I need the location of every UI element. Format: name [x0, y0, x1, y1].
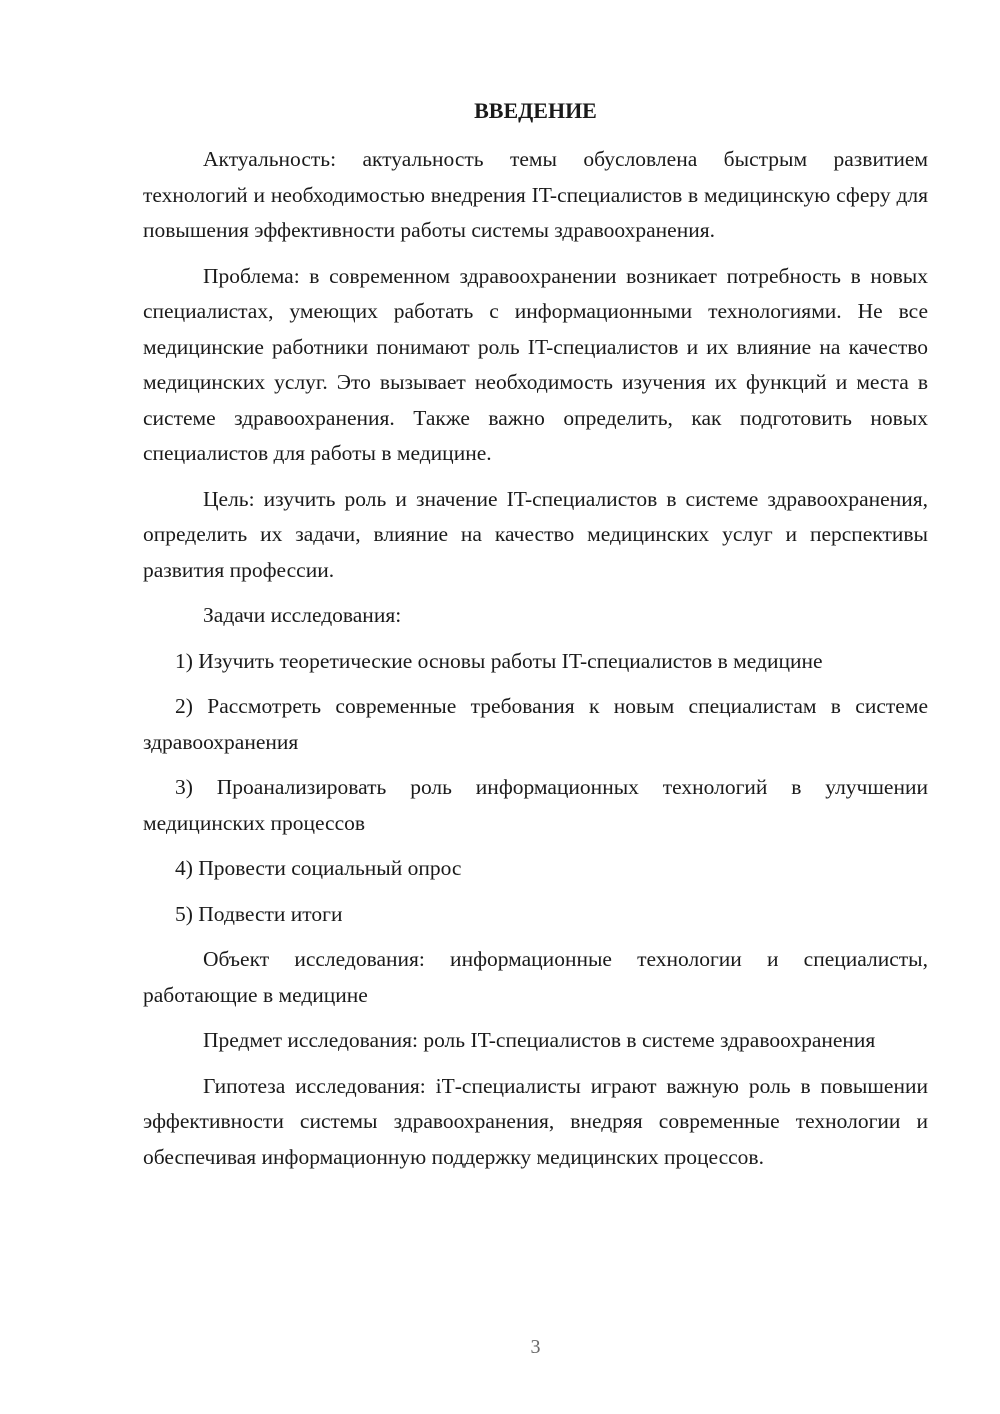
paragraph-object: Объект исследования: информационные технологии и специалисты, работающие в медицине — [143, 947, 928, 1007]
task-item-1: 1) Изучить теоретические основы работы IT-специалистов в медицине — [175, 648, 823, 673]
paragraph-hypothesis: Гипотеза исследования: iТ-специалисты играют важную роль в повышении эффективности системы здравоохранения, внедряя современные технологии и обеспечивая информационную поддержку медицинских процессов. — [143, 1073, 928, 1169]
paragraph-problem: Проблема: в современном здравоохранении возникает потребность в новых специалистах, умеющих работать с информационными технологиями. Не все медицинские работники понимают роль IT-специалистов и их влияние на качество медицинских услуг. Это вызывает необходимость изучения их функций и места в системе здравоохранения. Также важно определить, как подготовить новых специалистов для работы в медицине. — [143, 263, 928, 465]
document-body — [143, 142, 928, 1185]
paragraph-subject: Предмет исследования: роль IT-специалистов в системе здравоохранения — [203, 1028, 876, 1052]
paragraph-relevance: Актуальность: актуальность темы обусловлена быстрым развитием технологий и необходимостью внедрения IT-специалистов в медицинскую сферу для повышения эффективности работы системы здравоохранения. — [143, 147, 928, 242]
page-title: ВВЕДЕНИЕ — [474, 98, 597, 123]
task-item-3: 3) Проанализировать роль информационных технологий в улучшении медицинских процессов — [143, 775, 928, 835]
task-item-5: 5) Подвести итоги — [175, 901, 343, 926]
paragraph-goal: Цель: изучить роль и значение IT-специалистов в системе здравоохранения, определить их задачи, влияние на качество медицинских услуг и перспективы развития профессии. — [143, 486, 928, 582]
document-page — [143, 0, 928, 1414]
page-number: 3 — [530, 1336, 541, 1358]
task-item-4: 4) Провести социальный опрос — [175, 856, 462, 880]
paragraph-tasks-heading: Задачи исследования: — [203, 603, 402, 627]
task-item-2: 2) Рассмотреть современные требования к новым специалистам в системе здравоохранения — [143, 694, 928, 754]
